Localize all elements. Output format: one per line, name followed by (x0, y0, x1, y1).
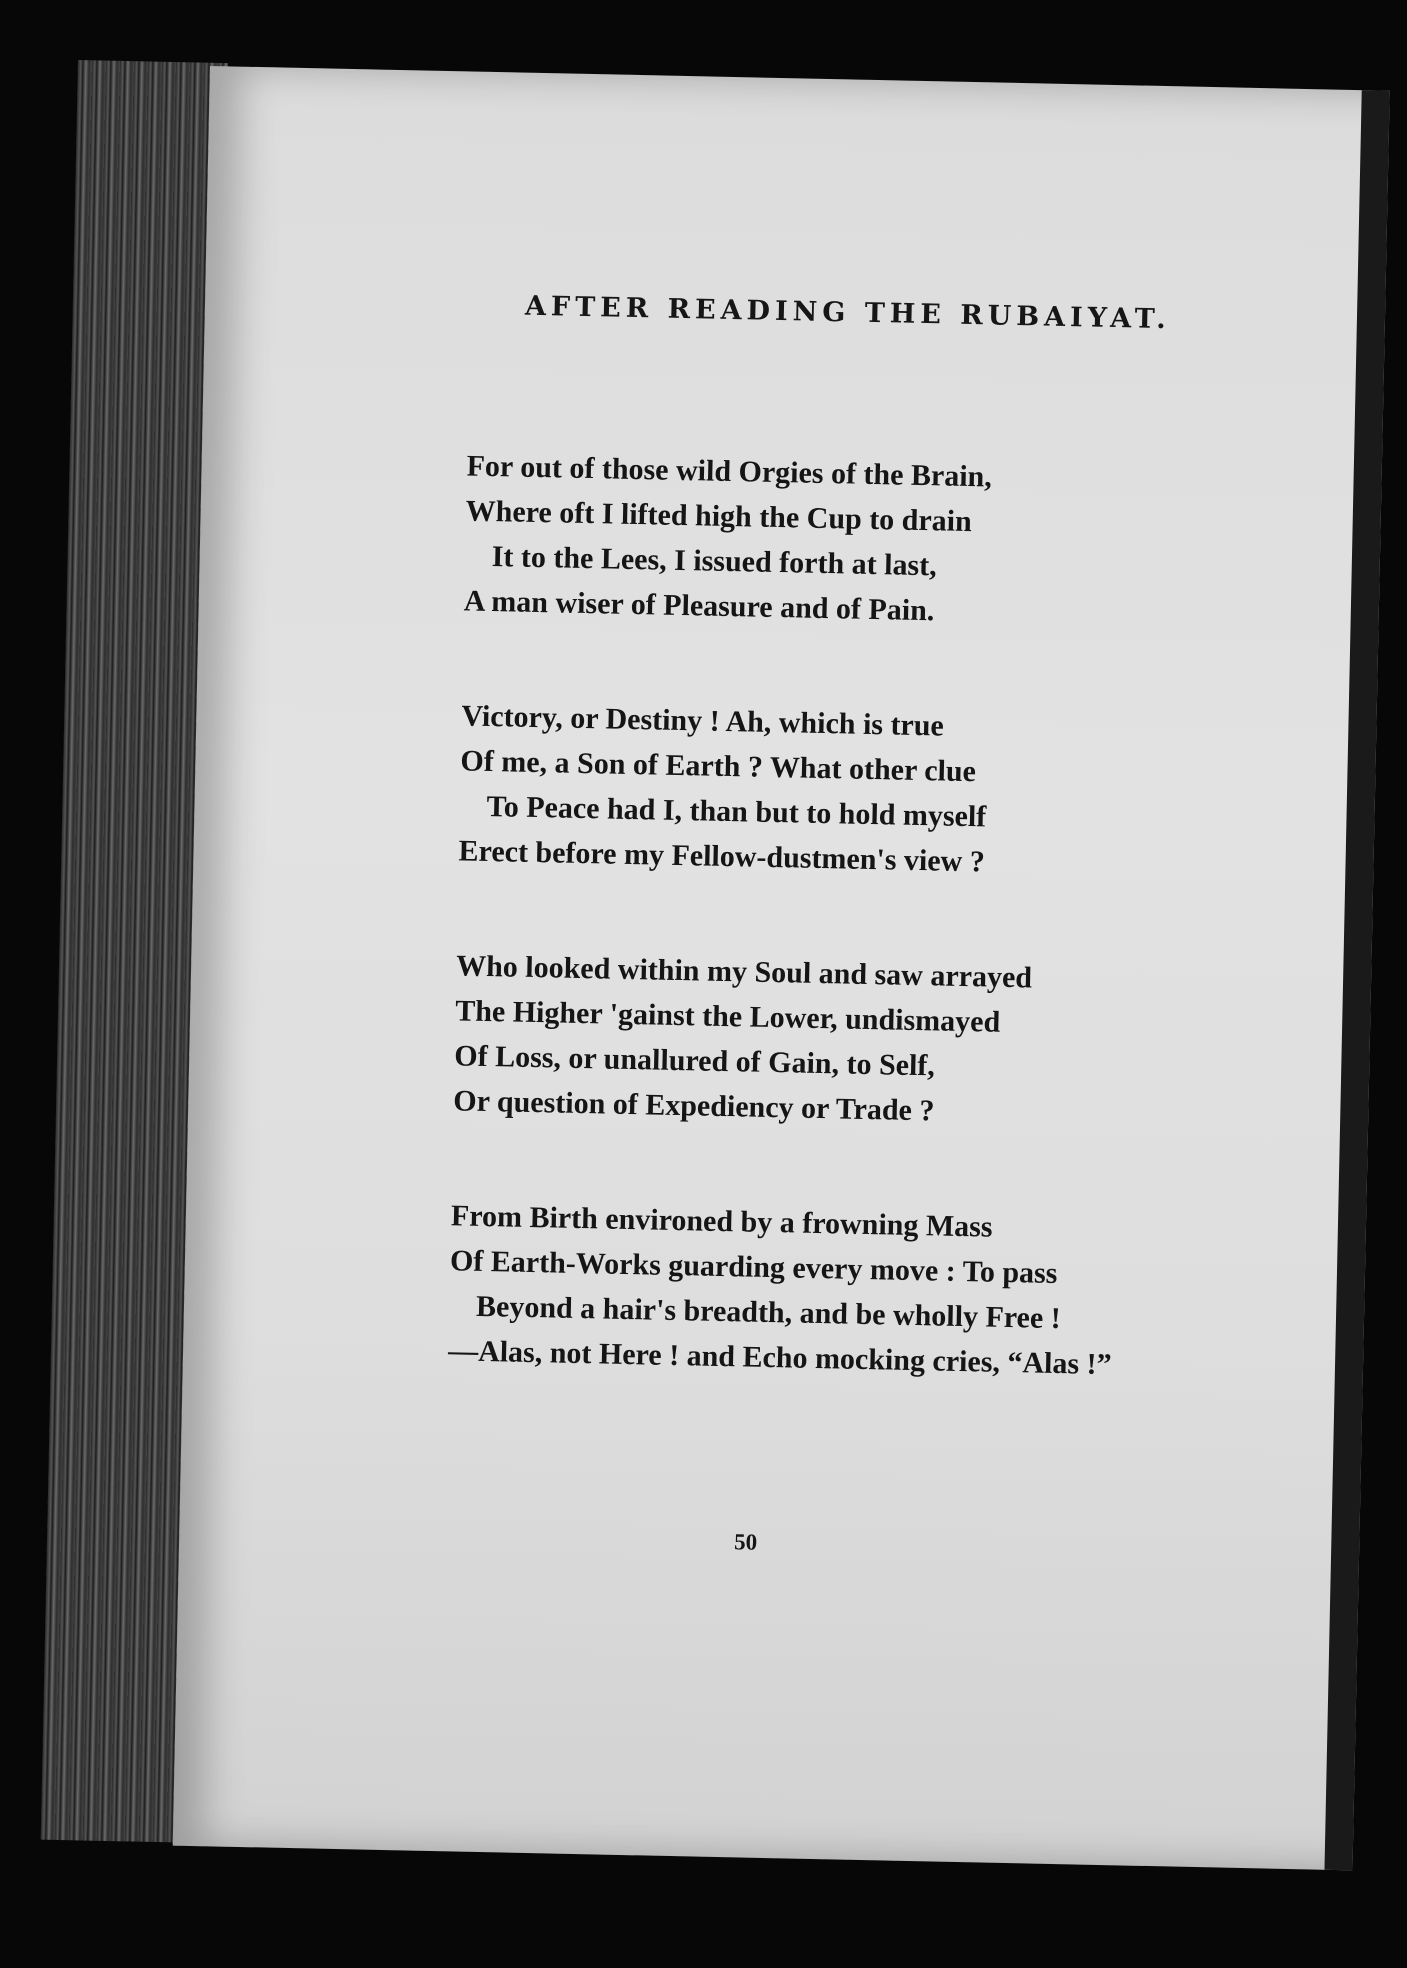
poem-line: Of Loss, or unallured of Gain, to Self, (453, 1039, 936, 1083)
poem-line: To Peace had I, than but to hold myself (486, 789, 987, 834)
poem-title: AFTER READING THE RUBAIYAT. (524, 290, 1172, 336)
page-right-edge (1324, 90, 1389, 1870)
poem-line: The Higher 'gainst the Lower, undismayed (454, 994, 1001, 1039)
poem-line: Where oft I lifted high the Cup to drain (465, 494, 973, 539)
poem-line: Of Earth-Works guarding every move : To pass (449, 1244, 1058, 1291)
stanza-1 (463, 443, 1130, 637)
book-page (173, 66, 1390, 1870)
stanza-3 (453, 943, 1120, 1137)
poem-line: Beyond a hair's breadth, and be wholly Free ! (475, 1289, 1062, 1336)
poem-line: From Birth environed by a frowning Mass (450, 1199, 993, 1244)
poem-line: Erect before my Fellow-dustmen's view ? (458, 834, 986, 879)
poem-line: A man wiser of Pleasure and of Pain. (463, 584, 935, 628)
poem-line: Victory, or Destiny ! Ah, which is true (461, 699, 945, 743)
poem-line: It to the Lees, I issued forth at last, (491, 540, 938, 583)
page-number: 50 (733, 1529, 758, 1555)
poem-body (446, 443, 1130, 1457)
stanza-4 (448, 1193, 1115, 1387)
poem-line: For out of those wild Orgies of the Brain, (466, 449, 993, 494)
poem-line: —Alas, not Here ! and Echo mocking cries, “Alas !” (447, 1334, 1112, 1382)
poem-line: Or question of Expediency or Trade ? (453, 1084, 935, 1128)
poem-line: Of me, a Son of Earth ? What other clue (460, 744, 977, 789)
stanza-2 (458, 693, 1125, 887)
poem-line: Who looked within my Soul and saw arrayed (455, 949, 1033, 995)
